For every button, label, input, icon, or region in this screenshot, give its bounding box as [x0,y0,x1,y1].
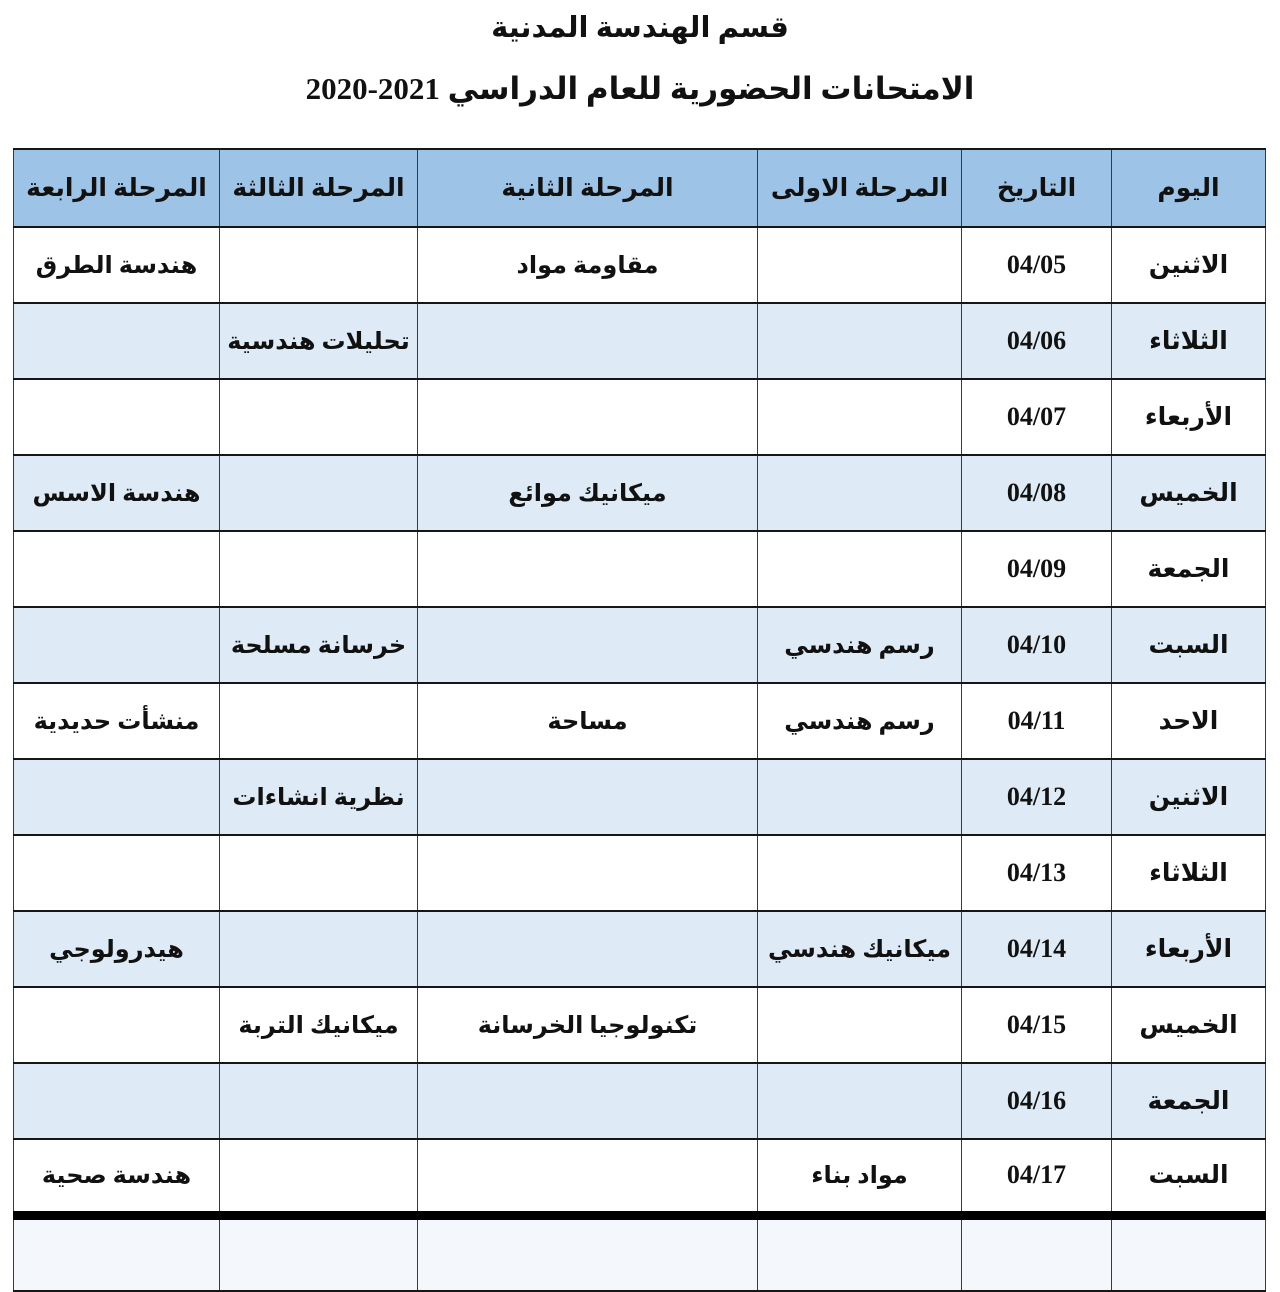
stage1-cell [758,531,962,607]
stage2-cell: مقاومة مواد [418,227,758,303]
schedule-row [14,987,1266,1063]
stage1-cell [758,227,962,303]
day-cell: الاثنين [1112,759,1266,835]
day-cell: الثلاثاء [1112,303,1266,379]
stage1-cell [758,303,962,379]
stage1-cell [758,759,962,835]
header-stage3: المرحلة الثالثة [220,149,418,227]
stage1-cell [758,1063,962,1139]
day-cell: الأربعاء [1112,379,1266,455]
cutoff-cell [962,1215,1112,1291]
cutoff-cell [758,1215,962,1291]
stage3-cell [220,1063,418,1139]
stage4-cell [14,987,220,1063]
date-cell: 04/07 [962,379,1112,455]
stage1-cell [758,835,962,911]
day-cell: الاثنين [1112,227,1266,303]
stage3-cell: نظرية انشاءات [220,759,418,835]
day-cell: السبت [1112,607,1266,683]
stage2-cell [418,759,758,835]
header-row [14,149,1266,227]
header-stage4: المرحلة الرابعة [14,149,220,227]
day-cell: الأربعاء [1112,911,1266,987]
schedule-row [14,227,1266,303]
stage3-cell [220,911,418,987]
stage3-cell [220,1139,418,1215]
day-cell: الثلاثاء [1112,835,1266,911]
stage1-cell [758,455,962,531]
stage3-cell: تحليلات هندسية [220,303,418,379]
schedule-row [14,1063,1266,1139]
document-header [0,0,1280,148]
header-stage2: المرحلة الثانية [418,149,758,227]
stage2-cell [418,1063,758,1139]
stage3-cell [220,227,418,303]
stage2-cell [418,1139,758,1215]
department-title: قسم الهندسة المدنية [491,12,789,44]
date-cell: 04/13 [962,835,1112,911]
schedule-row [14,379,1266,455]
stage4-cell: هندسة الاسس [14,455,220,531]
stage2-cell: مساحة [418,683,758,759]
date-cell: 04/11 [962,683,1112,759]
stage2-cell: تكنولوجيا الخرسانة [418,987,758,1063]
schedule-row [14,455,1266,531]
stage4-cell: هندسة صحية [14,1139,220,1215]
date-cell: 04/10 [962,607,1112,683]
cutoff-cell [14,1215,220,1291]
stage4-cell [14,1063,220,1139]
exam-schedule-table [13,148,1266,1292]
stage2-cell [418,531,758,607]
stage4-cell: منشأت حديدية [14,683,220,759]
date-cell: 04/15 [962,987,1112,1063]
stage4-cell [14,607,220,683]
date-cell: 04/06 [962,303,1112,379]
header-stage1: المرحلة الاولى [758,149,962,227]
schedule-row [14,531,1266,607]
date-cell: 04/14 [962,911,1112,987]
day-cell: الجمعة [1112,1063,1266,1139]
date-cell: 04/05 [962,227,1112,303]
date-cell: 04/08 [962,455,1112,531]
stage1-cell [758,379,962,455]
stage3-cell [220,835,418,911]
date-cell: 04/12 [962,759,1112,835]
header-date: التاريخ [962,149,1112,227]
cutoff-row [14,1215,1266,1291]
schedule-row [14,1139,1266,1215]
schedule-row [14,607,1266,683]
stage4-cell [14,835,220,911]
stage1-cell: ميكانيك هندسي [758,911,962,987]
date-cell: 04/09 [962,531,1112,607]
schedule-row [14,835,1266,911]
stage2-cell [418,379,758,455]
stage3-cell [220,683,418,759]
day-cell: الخميس [1112,987,1266,1063]
day-cell: الاحد [1112,683,1266,759]
stage1-cell: رسم هندسي [758,607,962,683]
stage2-cell: ميكانيك موائع [418,455,758,531]
exams-subtitle: الامتحانات الحضورية للعام الدراسي 2021-2020 [305,71,975,106]
schedule-row [14,303,1266,379]
stage3-cell: خرسانة مسلحة [220,607,418,683]
stage3-cell: ميكانيك التربة [220,987,418,1063]
stage4-cell [14,759,220,835]
date-cell: 04/16 [962,1063,1112,1139]
stage4-cell: هيدرولوجي [14,911,220,987]
cutoff-cell [418,1215,758,1291]
stage4-cell: هندسة الطرق [14,227,220,303]
cutoff-cell [1112,1215,1266,1291]
stage1-cell: مواد بناء [758,1139,962,1215]
day-cell: السبت [1112,1139,1266,1215]
date-cell: 04/17 [962,1139,1112,1215]
stage3-cell [220,531,418,607]
day-cell: الجمعة [1112,531,1266,607]
stage2-cell [418,607,758,683]
stage4-cell [14,379,220,455]
stage4-cell [14,303,220,379]
cutoff-cell [220,1215,418,1291]
schedule-row [14,911,1266,987]
schedule-row [14,683,1266,759]
stage3-cell [220,379,418,455]
stage2-cell [418,911,758,987]
header-day: اليوم [1112,149,1266,227]
stage2-cell [418,835,758,911]
stage3-cell [220,455,418,531]
stage2-cell [418,303,758,379]
stage4-cell [14,531,220,607]
stage1-cell: رسم هندسي [758,683,962,759]
schedule-row [14,759,1266,835]
stage1-cell [758,987,962,1063]
day-cell: الخميس [1112,455,1266,531]
